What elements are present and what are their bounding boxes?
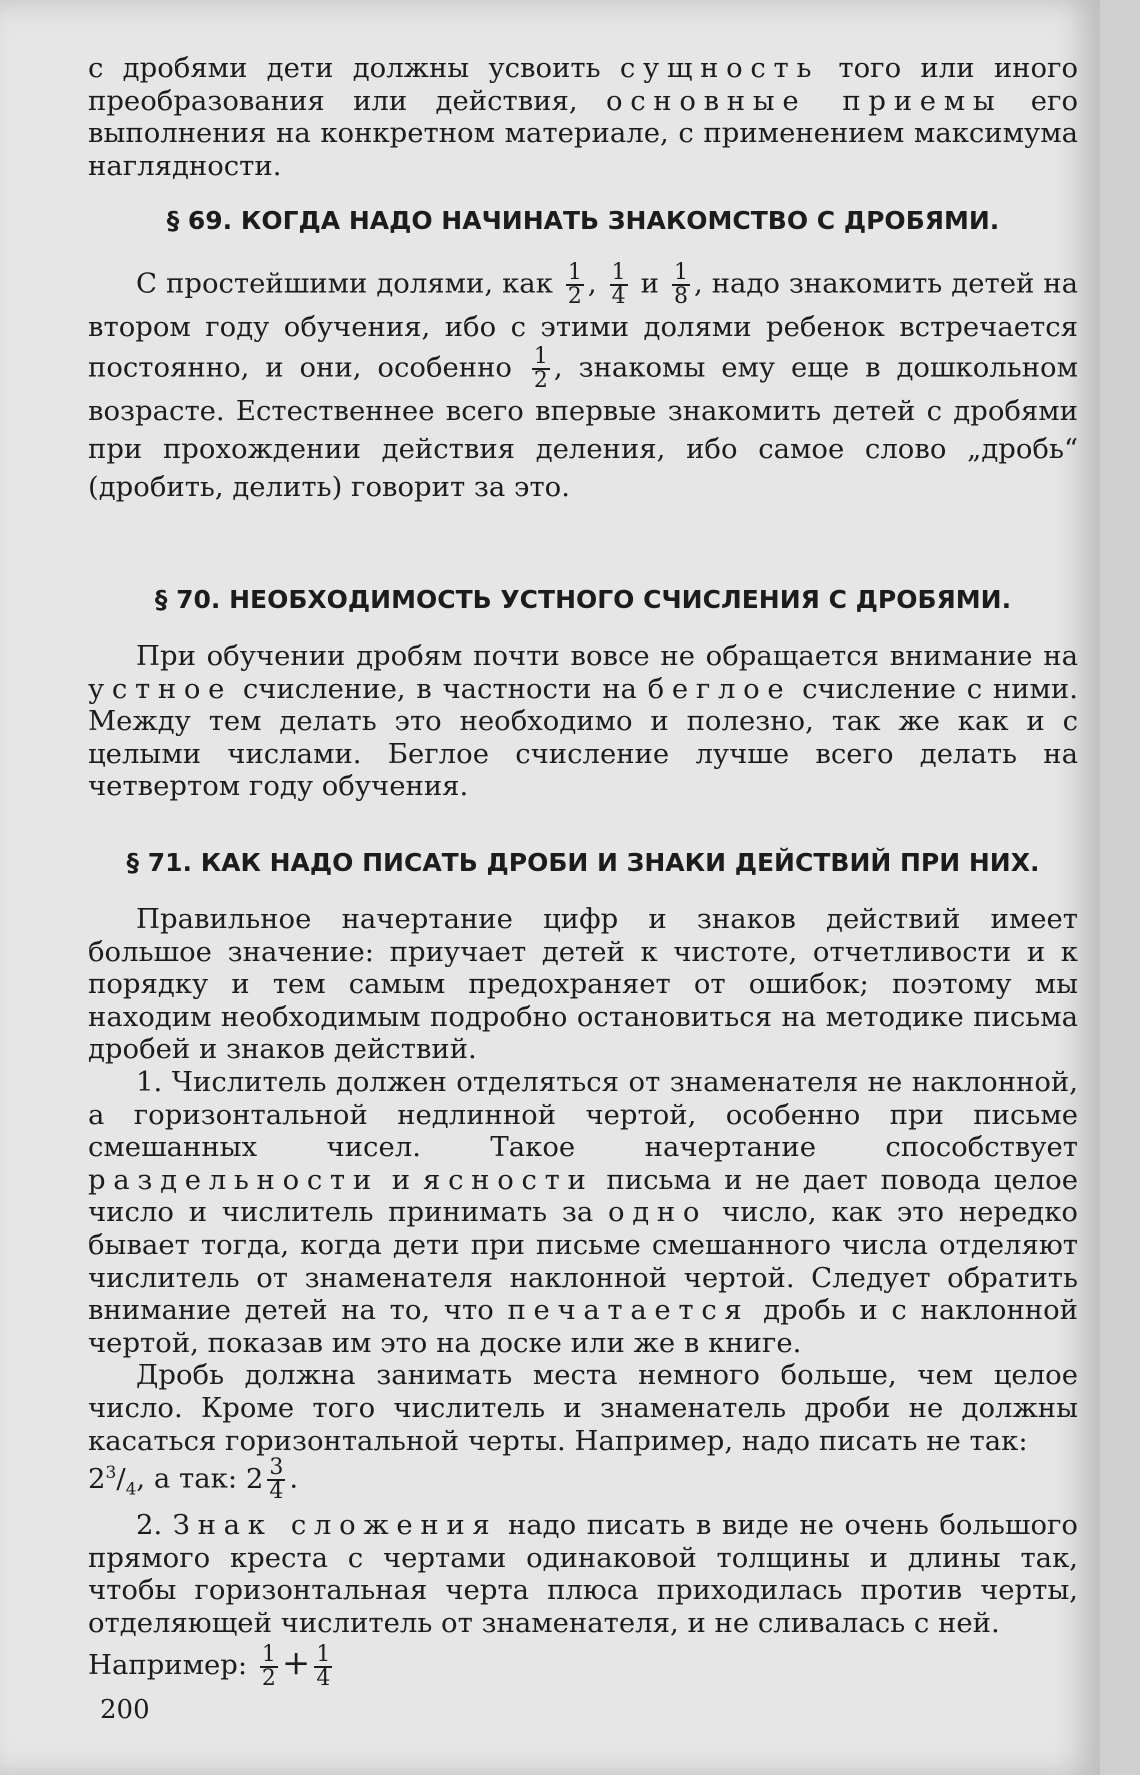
addition-example: Например: $\frac{1}{2}$ + $\frac{1}{4}$ xyxy=(88,1641,331,1691)
right-mixed-number: 2 $\frac{3}{4}$ xyxy=(245,1455,284,1505)
fraction-one-half: $\frac{1}{2}$ xyxy=(567,260,582,309)
section-71-heading: § 71. КАК НАДО ПИСАТЬ ДРОБИ И ЗНАКИ ДЕЙСТВИЙ ПРИ НИХ. xyxy=(126,848,1040,877)
emphasis-fluent: беглое xyxy=(647,672,792,705)
section-71-rule-1: 1. Числитель должен отделяться от знаменателя не наклонной, а горизонтальной недлинной чертой, особенно при письме смешанных чисел. Такое начертание способствует раздельности и ясности письма и не дает повода целое число и числитель принимать за одно число, как это нередко бывает тогда, когда дети при письме смешанного числа отделяют числитель от знаменателя наклонной чертой. Следует обратить внимание детей на то, что печатается дробь и с наклонной чертой, показав им это на доске или же в книге. xyxy=(88,1065,1079,1359)
section-70-heading: § 70. НЕОБХОДИМОСТЬ УСТНОГО СЧИСЛЕНИЯ С ДРОБЯМИ. xyxy=(154,585,1012,614)
section-69-heading: § 69. КОГДА НАДО НАЧИНАТЬ ЗНАКОМСТВО С ДРОБЯМИ. xyxy=(166,206,1000,235)
section-71-paragraph-1: Правильное начертание цифр и знаков действий имеет большое значение: приучает детей к чистоте, отчетливости и к порядку и тем самым предохраняет от ошибок; поэтому мы находим необходимым подробно остановиться на методике письма дробей и знаков действий. xyxy=(88,903,1078,1066)
emphasis-basic-methods: основные приемы xyxy=(605,84,1003,117)
section-71-paragraph-3: Дробь должна занимать места немного больше, чем целое число. Кроме того числитель и знаменатель дроби не должны касаться горизонтальной черты. Например, надо писать не так: xyxy=(88,1359,1078,1457)
section-71-rule-2: 2. Знак сложения надо писать в виде не очень большого прямого креста с чертами одинаковой толщины и длины так, чтобы горизонтальная черта плюса приходилась против черты, отделяющей числитель от знаменателя, и не сливалась с ней. xyxy=(88,1509,1078,1639)
wrong-mixed-number: $2^3/_4$ xyxy=(88,1462,137,1500)
fraction-one-half-2: $\frac{1}{2}$ xyxy=(533,344,548,393)
section-71-body xyxy=(88,903,1078,1690)
section-69-paragraph: С простейшими долями, как $\frac{1}{2}$ , $\frac{1}{4}$ и $\frac{1}{8}$ , надо знакомить детей на втором году обучения, ибо с этими долями ребенок встречается постоянно, и они, особенно $\frac{1}{2}$ , знакомы ему еще в дошкольном возрасте. Естественнее всего впервые знакомить детей с дробями при прохождении действия деления, ибо самое слово „дробь“ (дробить, делить) говорит за это. xyxy=(88,260,1079,503)
mixed-number-example: $2^3/_4$, а так: 2 $\frac{3}{4}$ . xyxy=(88,1455,299,1505)
intro-paragraph: с дробями дети должны усвоить сущность того или иного преобразования или действия, основные приемы его выполнения на конкретном материале, с применением максимума наглядности. xyxy=(88,52,1079,182)
emphasis-oral: устное xyxy=(88,672,233,705)
page-number: 200 xyxy=(100,1695,150,1725)
fraction-one-quarter: $\frac{1}{4}$ xyxy=(611,260,626,309)
fraction-one-eighth: $\frac{1}{8}$ xyxy=(673,260,688,309)
section-70-paragraph: При обучении дробям почти вовсе не обращается внимание на устное счисление, в частности на беглое счисление с ними. Между тем делать это необходимо и полезно, так же как и с целыми числами. Беглое счисление лучше всего делать на четвертом году обучения. xyxy=(88,640,1079,803)
emphasis-essence: сущность xyxy=(619,52,820,84)
